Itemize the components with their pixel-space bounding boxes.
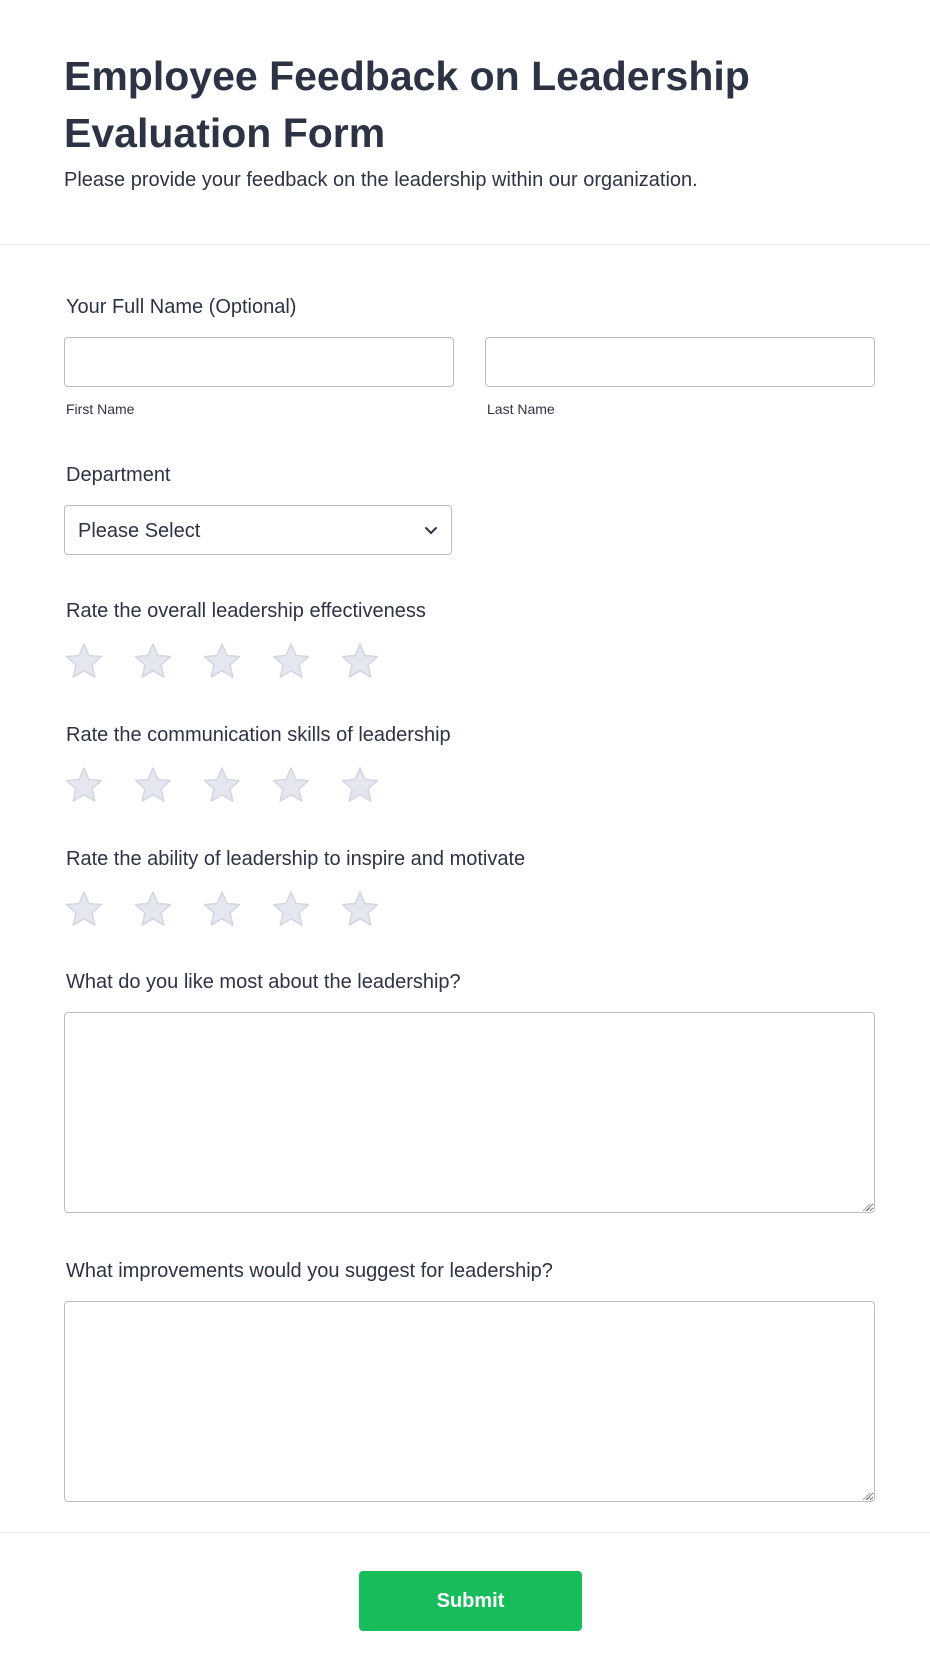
star-icon[interactable] xyxy=(202,641,242,681)
form-subtitle: Please provide your feedback on the leadership within our organization. xyxy=(64,169,698,191)
department-label: Department xyxy=(66,464,171,486)
first-name-sublabel: First Name xyxy=(66,401,135,417)
form-footer xyxy=(0,1532,930,1679)
rating-communication-stars xyxy=(64,765,404,805)
star-icon[interactable] xyxy=(133,889,173,929)
resize-handle-icon[interactable] xyxy=(861,1488,871,1498)
last-name-sublabel: Last Name xyxy=(487,401,555,417)
star-icon[interactable] xyxy=(133,641,173,681)
like-most-label: What do you like most about the leadership? xyxy=(66,971,461,993)
star-icon[interactable] xyxy=(202,765,242,805)
rating-inspire-stars xyxy=(64,889,404,929)
full-name-label: Your Full Name (Optional) xyxy=(66,296,297,318)
department-select[interactable] xyxy=(64,505,452,555)
like-most-textarea[interactable] xyxy=(64,1012,875,1213)
star-icon[interactable] xyxy=(202,889,242,929)
form-title: Employee Feedback on Leadership Evaluation Form xyxy=(64,53,750,156)
first-name-input[interactable] xyxy=(64,337,454,387)
submit-button[interactable]: Submit xyxy=(359,1571,582,1631)
improvements-label: What improvements would you suggest for leadership? xyxy=(66,1260,553,1282)
chevron-down-icon xyxy=(421,520,441,540)
star-icon[interactable] xyxy=(340,765,380,805)
rating-communication-label: Rate the communication skills of leadership xyxy=(66,724,451,746)
star-icon[interactable] xyxy=(133,765,173,805)
last-name-input[interactable] xyxy=(485,337,875,387)
star-icon[interactable] xyxy=(64,641,104,681)
rating-effectiveness-label: Rate the overall leadership effectiveness xyxy=(66,600,426,622)
department-select-value: Please Select xyxy=(78,520,201,542)
star-icon[interactable] xyxy=(340,641,380,681)
star-icon[interactable] xyxy=(271,889,311,929)
resize-handle-icon[interactable] xyxy=(861,1199,871,1209)
improvements-textarea[interactable] xyxy=(64,1301,875,1502)
star-icon[interactable] xyxy=(340,889,380,929)
rating-inspire-label: Rate the ability of leadership to inspire and motivate xyxy=(66,848,526,870)
star-icon[interactable] xyxy=(271,765,311,805)
rating-effectiveness-stars xyxy=(64,641,404,681)
star-icon[interactable] xyxy=(64,765,104,805)
form-header xyxy=(0,0,930,245)
star-icon[interactable] xyxy=(271,641,311,681)
star-icon[interactable] xyxy=(64,889,104,929)
